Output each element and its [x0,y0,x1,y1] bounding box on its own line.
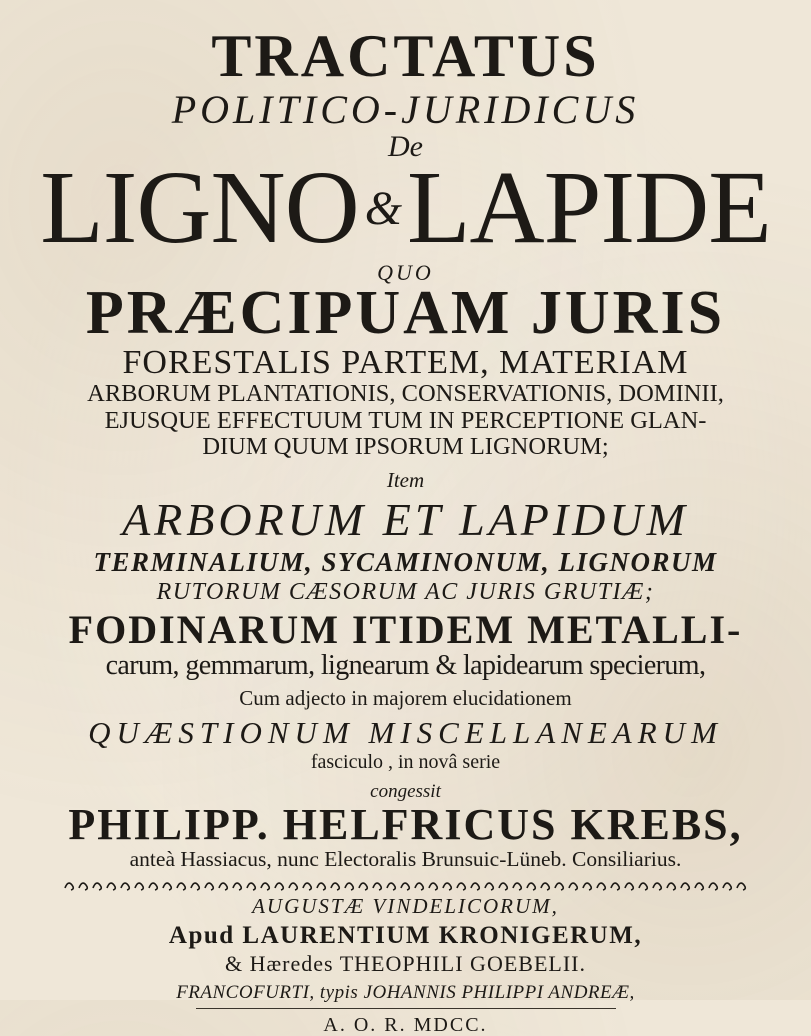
quaestionum-line: QUÆSTIONUM MISCELLANEARUM [88,714,723,750]
author-name: PHILIPP. HELFRICUS KREBS, [68,799,743,849]
title-ligno-lapide [0,150,811,265]
forestalis-partem: FORESTALIS PARTEM, MATERIAM [122,344,689,381]
rutorum-line: RUTORUM CÆSORUM AC JURIS GRUTIÆ; [156,578,655,605]
ejusque-effectuum: EJUSQUE EFFECTUUM TUM IN PERCEPTIONE GLAN- [104,406,707,434]
praecipuam-juris: PRÆCIPUAM JURIS [85,279,726,347]
imprint-apud: Apud LAURENTIUM KRONIGERUM, [168,922,643,949]
cum-adjecto: Cum adjecto in majorem elucidationem [239,685,572,710]
title-de: De [388,130,423,163]
imprint-francofurti: FRANCOFURTI, typis JOHANNIS PHILIPPI ANDREÆ, [176,982,635,1003]
item-line: Item [386,467,425,492]
author-title: anteà Hassiacus, nunc Electoralis Brunsuic-Lüneb. Consiliarius. [129,846,682,871]
arborum-lapidum: ARBORUM ET LAPIDUM [122,493,689,545]
imprint-year: A. O. R. MDCC. [196,1008,616,1035]
fasciculo-line: fasciculo , in novâ serie [310,750,501,773]
imprint-haeredes: & Hæredes THEOPHILI GOEBELII. [225,951,586,976]
title-tractatus: TRACTATUS [211,23,600,89]
terminalium-line: TERMINALIUM, SYCAMINONUM, LIGNORUM [93,546,718,577]
ornament-rule [61,878,751,892]
title-politico-juridicus: POLITICO-JURIDICUS [171,87,640,132]
title-lapide: LAPIDE [407,150,771,265]
imprint-augustae: AUGUSTÆ VINDELICORUM, [252,894,559,918]
congessit-line: congessit [370,780,441,802]
title-ligno: LIGNO [40,150,359,265]
quo-line: QUO [377,260,434,285]
dium-quum: DIUM QUUM IPSORUM LIGNORUM; [202,433,609,460]
fodinarum-line: FODINARUM ITIDEM METALLI- [68,606,743,652]
arborum-plantationis: ARBORUM PLANTATIONIS, CONSERVATIONIS, DOMINII, [87,380,724,407]
carum-line: carum, gemmarum, lignearum & lapidearum specierum, [105,649,706,681]
title-ampersand: & [364,182,402,235]
